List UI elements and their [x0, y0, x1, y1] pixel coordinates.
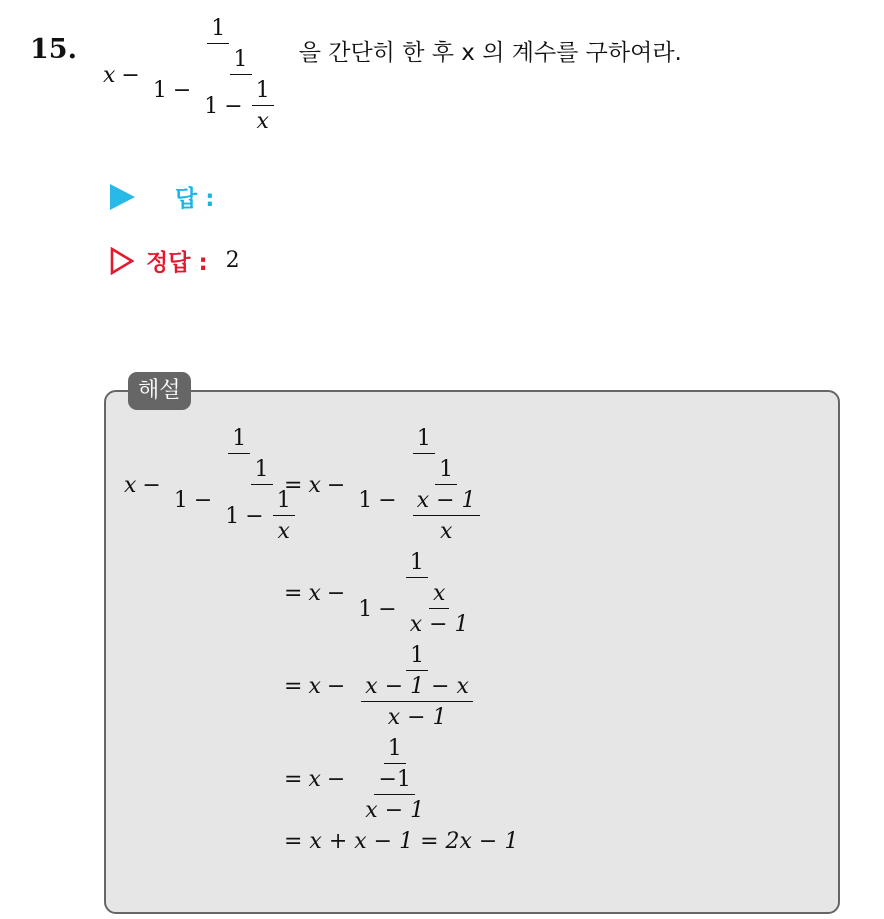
- s-minus: −: [142, 472, 161, 498]
- s-fraction: [354, 643, 480, 730]
- q-one: 1: [204, 93, 219, 119]
- solution-step: [124, 643, 518, 730]
- q-minus: −: [224, 93, 243, 119]
- s-minus: −: [193, 488, 213, 513]
- question: [30, 16, 682, 134]
- s-x-minus-1: x − 1: [365, 798, 425, 823]
- s-negative-one: −1: [378, 767, 411, 792]
- q-minus: −: [121, 62, 140, 88]
- s-x-minus-1: x − 1: [416, 488, 476, 513]
- solution-lhs: [124, 426, 291, 544]
- solution-step: [124, 736, 518, 823]
- q-x: x: [256, 109, 269, 134]
- solution-tab: 해설: [128, 372, 191, 410]
- s-one: 1: [232, 426, 247, 451]
- s-minus: −: [378, 488, 397, 513]
- solution-step: [124, 426, 518, 544]
- solution-step: [124, 550, 518, 637]
- s-equals: =: [284, 581, 303, 606]
- s-minus: −: [326, 581, 346, 606]
- s-one: 1: [358, 488, 373, 513]
- s-fraction: [354, 426, 493, 544]
- question-number: 15.: [30, 34, 77, 65]
- correct-answer-value: 2: [225, 248, 240, 273]
- s-x-minus-1: x − 1: [387, 705, 447, 730]
- s-fraction: [406, 581, 473, 637]
- s-minus: −: [326, 472, 346, 498]
- q-one: 1: [211, 16, 226, 41]
- correct-answer-label: 정답 :: [146, 250, 208, 276]
- s-one: 1: [410, 643, 425, 668]
- s-one: 1: [358, 596, 373, 622]
- s-one: 1: [254, 457, 269, 482]
- s-x-minus-1: x − 1: [409, 612, 469, 637]
- q-minus: −: [172, 78, 192, 103]
- s-equals: =: [284, 767, 303, 792]
- outline-triangle-icon: [110, 247, 134, 275]
- q-one: 1: [233, 47, 248, 72]
- s-x: x: [277, 519, 290, 544]
- s-fraction: [406, 457, 487, 544]
- question-expression: [103, 16, 291, 134]
- answer-label: 답 :: [175, 186, 215, 212]
- s-fraction: [221, 457, 301, 544]
- q-fraction-outer: [149, 16, 288, 134]
- s-equals: =: [284, 674, 303, 699]
- s-fraction: [413, 488, 480, 544]
- s-x: x: [308, 581, 321, 606]
- s-one: 1: [409, 550, 424, 575]
- solution-step: [124, 829, 518, 854]
- s-fraction: [361, 674, 473, 730]
- s-fraction: [354, 736, 435, 823]
- q-x: x: [102, 62, 116, 88]
- s-minus: −: [378, 596, 397, 622]
- q-fraction-mid: [200, 47, 280, 134]
- s-fraction: [354, 550, 479, 637]
- q-one: 1: [255, 78, 270, 103]
- s-minus: −: [326, 674, 346, 699]
- correct-answer-line: [110, 244, 240, 277]
- s-x: x: [308, 472, 321, 498]
- solution-derivation: [124, 426, 518, 860]
- s-x: x: [308, 767, 321, 792]
- s-one: 1: [225, 503, 240, 529]
- s-fraction: [361, 767, 428, 823]
- s-x: x: [308, 674, 321, 699]
- question-body: [103, 16, 682, 134]
- s-x: x: [124, 472, 137, 498]
- q-one: 1: [152, 78, 167, 103]
- s-minus: −: [326, 767, 346, 792]
- s-one: 1: [276, 488, 291, 513]
- s-one: 1: [439, 457, 454, 482]
- s-one: 1: [173, 488, 188, 513]
- play-arrow-icon: [110, 184, 135, 210]
- s-x: x: [432, 581, 446, 606]
- s-x-minus-1-minus-x: x − 1 − x: [365, 674, 469, 699]
- s-x: x: [439, 519, 453, 544]
- s-final-result: = x + x − 1 = 2x − 1: [284, 829, 519, 854]
- question-text: 을 간단히 한 후 x 의 계수를 구하여라.: [298, 40, 682, 66]
- s-one: 1: [416, 426, 431, 451]
- s-one: 1: [387, 736, 402, 761]
- q-fraction-inner: [252, 78, 274, 134]
- answer-line: [110, 180, 214, 213]
- s-equals: =: [284, 472, 303, 498]
- s-minus: −: [245, 503, 264, 529]
